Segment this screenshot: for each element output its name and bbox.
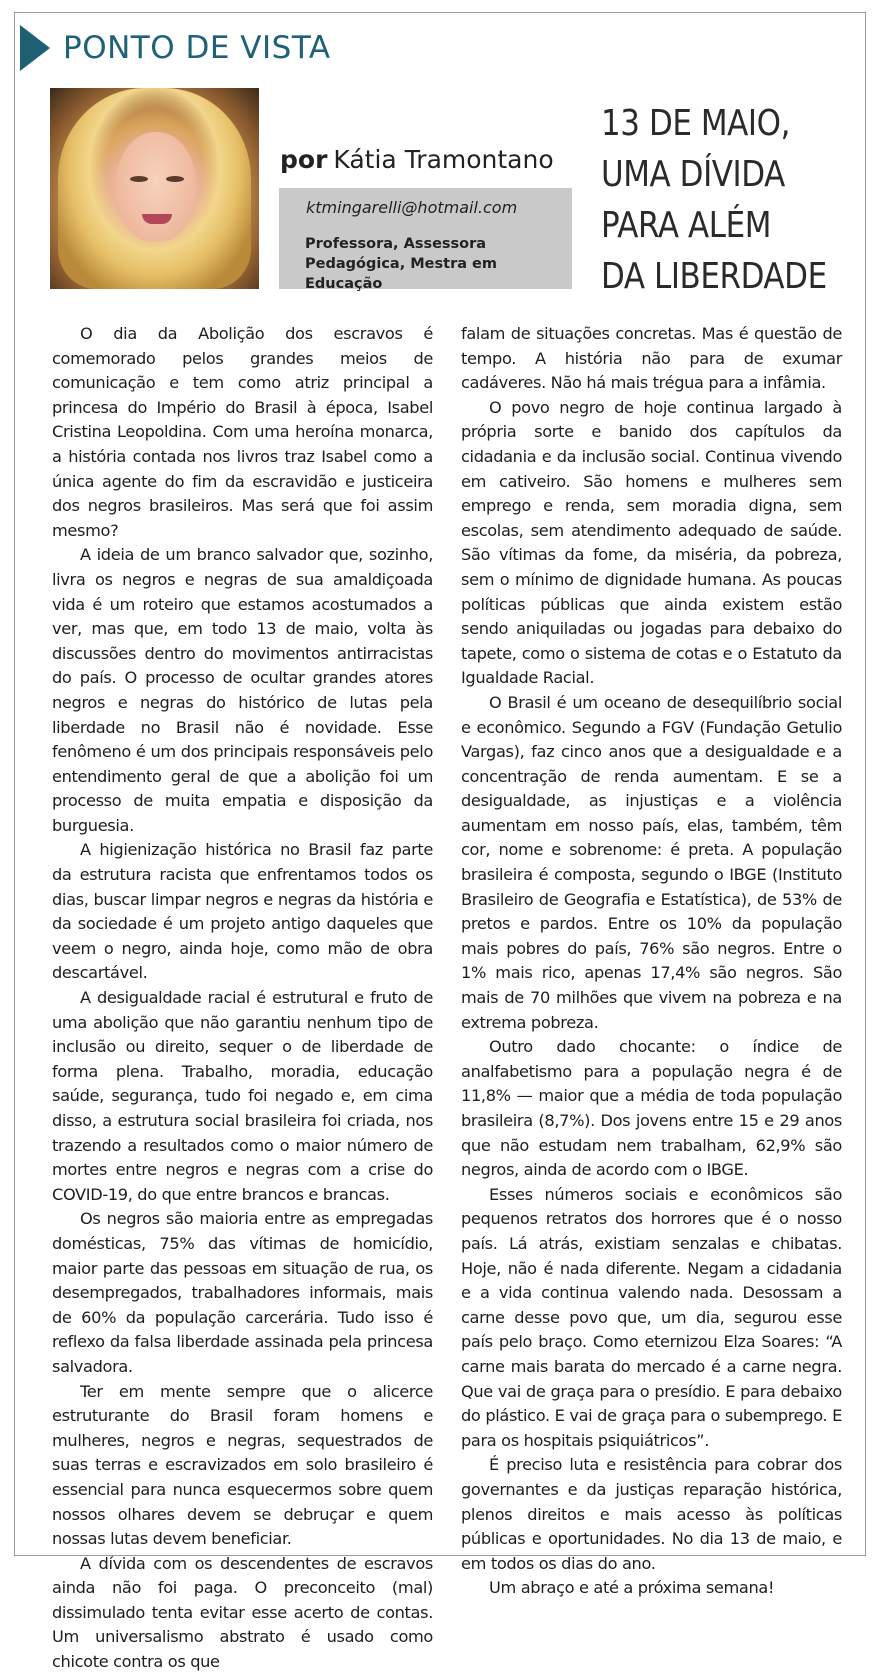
article-paragraph: Outro dado chocante: o índice de analfabetismo para a população negra é de 11,8% — maior que a média de toda população brasileira (8,7%). Dos jovens entre 15 e 29 anos que não estudam nem trabalham, 62,9% são negros, ainda de acordo com o IBGE. (461, 1037, 842, 1180)
headline-line: 13 DE MAIO, (601, 103, 790, 144)
headline-line: UMA DÍVIDA (601, 154, 785, 195)
author-photo-eye (130, 176, 148, 182)
byline-prefix: por (280, 145, 328, 174)
section-arrow-icon (20, 25, 50, 71)
author-name: Kátia Tramontano (333, 145, 554, 174)
article-paragraph: A dívida com os descendentes de escravos ainda não foi paga. O preconceito (mal) dissimulado tenta evitar esse acerto de contas. Um universalismo abstrato é usado como chicote contra os que (52, 1553, 433, 1672)
article-column-left (52, 322, 433, 1675)
article-paragraph: Esses números sociais e econômicos são pequenos retratos dos horrores que é o nosso país. Lá atrás, existiam senzalas e chibatas. Hoje, não é nada diferente. Negam a cidadania e a vida continua valendo nada. Desossam a carne desse povo que, um dia, segurou esse país pelo braço. Como eternizou Elza Soares: “A carne mais barata do mercado é a carne negra. Que vai de graça para o presídio. E para debaixo do plástico. E vai de graça para o subemprego. E para os hospitais psiquiátricos”. (461, 1184, 842, 1450)
author-info-box (279, 188, 572, 292)
author-photo (50, 88, 259, 289)
article-paragraph: É preciso luta e resistência para cobrar dos governantes e da justiças reparação histórica, plenos direitos e mais acesso às políticas públicas e oportunidades. No dia 13 de maio, e em todos os dias do ano. (461, 1455, 842, 1573)
author-photo-face (116, 132, 196, 242)
article-paragraph: A desigualdade racial é estrutural e fruto de uma abolição que não garantiu nenhum tipo de inclusão ou direito, sequer o de liberdade de forma plena. Trabalho, moradia, educação saúde, segurança, tudo foi negado e, em cima disso, a estrutura social brasileira foi criada, nos trazendo a resultados como o maior número de mortes entre negros e negras com a crise do COVID-19, do que entre brancos e brancas. (52, 988, 433, 1204)
article-paragraph: Ter em mente sempre que o alicerce estruturante do Brasil foram homens e mulheres, negros e negras, sequestrados de suas terras e escravizados em solo brasileiro é essencial para nunca esquecermos sobre quem nossos olhares devem se debruçar e quem nossas lutas devem beneficiar. (52, 1381, 433, 1549)
article-paragraph: Os negros são maioria entre as empregadas domésticas, 75% das vítimas de homicídio, maior parte das pessoas em situação de rua, os desempregados, trabalhadores informais, mais de 60% da população carcerária. Tudo isso é reflexo da falsa liberdade assinada pela princesa salvadora. (52, 1209, 433, 1376)
headline-line: PARA ALÉM (601, 205, 771, 246)
author-role: Professora, Assessora Pedagógica, Mestra em Educação (305, 236, 498, 292)
author-photo-eye (166, 176, 184, 182)
article-paragraph: A higienização histórica no Brasil faz parte da estrutura racista que enfrentamos todos os dias, buscar limpar negros e negras da história e da sociedade é um projeto antigo daqueles que veem o negro, ainda hoje, como mão de obra descartável. (52, 840, 433, 983)
article-paragraph: Um abraço e até a próxima semana! (489, 1578, 775, 1598)
article-paragraph: A ideia de um branco salvador que, sozinho, livra os negros e negras de sua amaldiçoada vida é um roteiro que estamos acostumados a ver, mas que, em todo 13 de maio, volta às discussões dentro do movimentos antirracistas do país. O processo de ocultar grandes atores negros e negras do histórico de lutas pela liberdade no Brasil não é novidade. Esse fenômeno é um dos principais responsáveis pelo entendimento geral de que a abolição foi um processo de muita empatia e disposição da burguesia. (52, 545, 433, 835)
article-paragraph: O Brasil é um oceano de desequilíbrio social e econômico. Segundo a FGV (Fundação Getulio Vargas), faz cinco anos que a desigualdade e a concentração de renda aumentam. E se a desigualdade, as injustiças e a violência aumentam em nosso país, elas, também, têm cor, nome e sobrenome: é preta. A população brasileira é composta, segundo o IBGE (Instituto Brasileiro de Geografia e Estatística), de 53% de pretos e pardos. Entre os 10% da população mais pobres do país, 76% são negros. Entre o 1% mais rico, apenas 17,4% são negros. São mais de 70 milhões que vivem na pobreza e na extrema pobreza. (461, 692, 842, 1032)
headline-line: DA LIBERDADE (601, 256, 827, 297)
section-title: PONTO DE VISTA (63, 30, 331, 66)
article-paragraph-continuation: falam de situações concretas. Mas é questão de tempo. A história não para de exumar cadáveres. Não há mais trégua para a infâmia. (461, 324, 842, 393)
article-paragraph: O dia da Abolição dos escravos é comemorado pelos grandes meios de comunicação e tem como atriz principal a princesa do Império do Brasil à época, Isabel Cristina Leopoldina. Com uma heroína monarca, a história contada nos livros traz Isabel como a única agente do fim da escravidão e justiceira dos negros brasileiros. Mas será que foi assim mesmo? (52, 324, 433, 540)
article-column-right (461, 322, 842, 1601)
author-byline (280, 143, 554, 177)
article-headline (601, 98, 826, 302)
article-paragraph: O povo negro de hoje continua largado à própria sorte e banido dos capítulos da cidadania e da inclusão social. Continua vivendo em cativeiro. São homens e mulheres sem emprego e renda, sem moradia digna, sem escolas, sem atendimento adequado de saúde. São vítimas da fome, da miséria, da pobreza, sem o mínimo de dignidade humana. As poucas políticas públicas que ainda existem estão sendo aniquiladas ou jogadas para debaixo do tapete, como o sistema de cotas e o Estatuto da Igualdade Racial. (461, 397, 842, 688)
author-email[interactable]: ktmingarelli@hotmail.com (306, 198, 518, 217)
